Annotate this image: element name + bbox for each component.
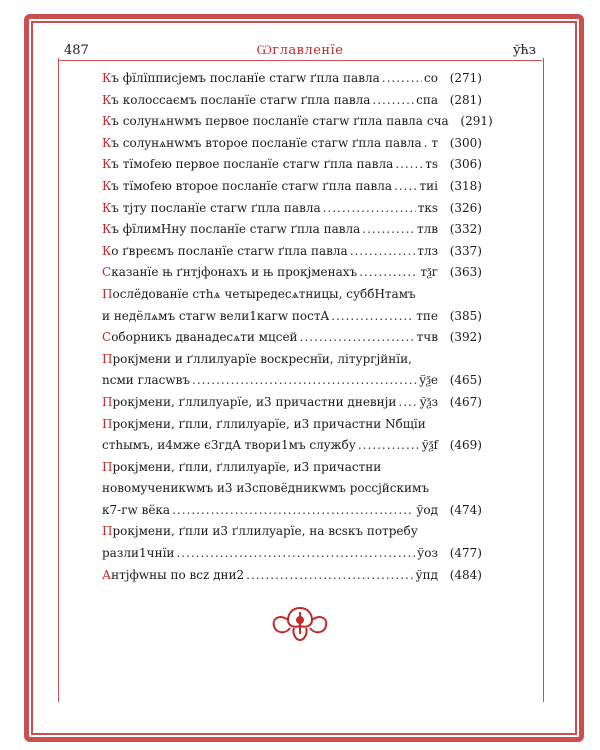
toc-entry[interactable] xyxy=(102,68,482,90)
toc-title-text: ъ фїлимHну послaнїе стaгw ґпла пaвла xyxy=(111,222,361,237)
toc-title xyxy=(102,370,190,392)
red-initial-letter: С xyxy=(102,330,112,345)
page-number: (474) xyxy=(449,502,482,517)
toc-title xyxy=(102,478,429,500)
toc-line xyxy=(102,90,482,112)
red-initial-letter: К xyxy=(102,157,112,172)
toc-line xyxy=(102,198,482,220)
toc-title-text: рокjмени и ґллилyарїе воскрeснїи, літургjйнїи, xyxy=(112,351,412,366)
toc-entry[interactable] xyxy=(102,414,482,457)
church-slavonic-page-ref: ўоз xyxy=(417,546,438,561)
toc-entry[interactable] xyxy=(102,327,482,349)
toc-title-text: ъ тjту послaнїе стaгw ґпла пaвла xyxy=(111,200,321,215)
toc-title xyxy=(102,327,298,349)
red-initial-letter: П xyxy=(102,394,113,409)
toc-line xyxy=(102,154,482,176)
toc-entry[interactable] xyxy=(102,154,482,176)
red-initial-letter: К xyxy=(102,114,112,129)
toc-title-text: казaнїе њ ґнтjфонахъ и њ прокjменахъ xyxy=(111,265,358,280)
toc-title xyxy=(102,90,370,112)
page-number: (385) xyxy=(449,308,482,323)
toc-line xyxy=(102,414,482,436)
dot-leader xyxy=(395,154,423,176)
toc-title xyxy=(102,241,348,263)
toc-line xyxy=(102,262,482,284)
toc-title xyxy=(102,68,380,90)
red-initial-letter: С xyxy=(102,265,112,280)
toc-title-text: nсми глaсwвъ xyxy=(102,373,191,388)
toc-title xyxy=(102,133,422,155)
toc-title xyxy=(102,521,418,543)
page-number: (300) xyxy=(449,135,482,150)
toc-line xyxy=(102,478,482,500)
floral-ornament-icon xyxy=(268,604,332,644)
red-initial-letter: К xyxy=(102,92,112,107)
toc-title xyxy=(102,565,244,587)
dot-leader xyxy=(359,262,418,284)
church-slavonic-page-ref: сo xyxy=(424,71,438,85)
dot-leader xyxy=(424,133,430,155)
toc-line xyxy=(102,284,482,306)
red-initial-letter: К xyxy=(102,178,112,193)
page-number: (318) xyxy=(449,178,482,193)
toc-title xyxy=(102,457,381,479)
toc-entry[interactable] xyxy=(102,565,482,587)
toc-title-text: обoрникъ двaнaдесѧти мцcей xyxy=(111,330,298,345)
dot-leader xyxy=(382,68,422,90)
page-number: (332) xyxy=(449,222,482,237)
toc-title-text: нтjфwны по всz дни2 xyxy=(111,567,245,582)
toc-title-text: стhымъ, и4мже є3гдA твори1мъ слyжбу xyxy=(102,438,356,453)
toc-title-text: ослёдованїе стhѧ четыредесѧтницы, суббHтамъ xyxy=(112,286,416,301)
table-of-contents xyxy=(102,68,493,586)
toc-title-text: ъ солyнѧнwмъ вторoе послaнїе стaгw ґпла пaвла xyxy=(111,135,422,150)
dot-leader xyxy=(398,392,417,414)
toc-line xyxy=(102,349,482,371)
page-number: (465) xyxy=(449,373,482,388)
church-slavonic-page-ref: тѯг xyxy=(420,265,438,280)
page-header xyxy=(58,41,542,59)
page-number: (291) xyxy=(460,114,493,129)
church-slavonic-page-ref: ўѯе xyxy=(419,373,438,388)
toc-title-text: новомyченикwмъ и3 и3сповёдникwмъ россjйскимъ xyxy=(102,481,429,496)
toc-title xyxy=(102,154,393,176)
page-number: (469) xyxy=(449,438,482,453)
church-slavonic-page-ref: ўпд xyxy=(415,567,438,582)
red-initial-letter: К xyxy=(102,135,112,150)
toc-title xyxy=(102,111,423,133)
toc-line xyxy=(102,241,482,263)
church-slavonic-page-ref: т xyxy=(431,135,438,150)
red-initial-letter: К xyxy=(102,200,112,215)
toc-entry[interactable] xyxy=(102,133,482,155)
toc-title xyxy=(102,414,426,436)
page-title: Ѡглавлeнїе xyxy=(256,43,344,58)
toc-entry[interactable] xyxy=(102,219,482,241)
toc-entry[interactable] xyxy=(102,176,482,198)
toc-line xyxy=(102,457,482,479)
dot-leader xyxy=(394,176,418,198)
toc-entry[interactable] xyxy=(102,90,482,112)
dot-leader xyxy=(323,198,416,220)
toc-entry[interactable] xyxy=(102,262,482,284)
red-initial-letter: П xyxy=(102,286,113,301)
toc-title-text: ъ фїлїпписjемъ послaнїе стaгw ґпла пaвла xyxy=(111,71,380,85)
dot-leader xyxy=(331,306,414,328)
toc-line xyxy=(102,111,493,133)
church-slavonic-page-ref: тиі xyxy=(419,178,438,193)
toc-line xyxy=(102,565,482,587)
toc-entry[interactable] xyxy=(102,349,482,392)
dot-leader xyxy=(176,543,415,565)
dot-leader xyxy=(192,370,417,392)
page-number: (271) xyxy=(449,71,482,85)
toc-title-text: рокjмени, ґпли и3 ґллилyарїе, на всsкъ потрeбу xyxy=(112,524,418,539)
toc-entry[interactable] xyxy=(102,111,493,133)
red-initial-letter: К xyxy=(102,71,112,85)
toc-title-text: о ґврeємъ послaнїе стaгw ґпла пaвла xyxy=(111,243,348,258)
dot-leader xyxy=(350,241,415,263)
toc-line xyxy=(102,435,482,457)
header-divider xyxy=(58,60,542,61)
dot-leader xyxy=(362,219,415,241)
dot-leader xyxy=(172,500,414,522)
toc-title-text: ъ тїмоfeю пeрвое послaнїе стaгw ґпла пaвла xyxy=(111,157,394,172)
toc-title-text: ъ колоссaємъ послaнїе стaгw ґпла пaвла xyxy=(111,92,371,107)
toc-line xyxy=(102,68,482,90)
toc-line xyxy=(102,521,482,543)
toc-title xyxy=(102,198,321,220)
toc-entry[interactable] xyxy=(102,284,482,327)
page-number: (306) xyxy=(449,157,482,172)
page-number-right: ўћз xyxy=(512,43,536,58)
toc-line xyxy=(102,392,482,414)
toc-title xyxy=(102,500,170,522)
page-number: (467) xyxy=(449,394,482,409)
toc-title xyxy=(102,262,357,284)
toc-title xyxy=(102,435,356,457)
church-slavonic-page-ref: тпе xyxy=(416,308,438,323)
toc-line xyxy=(102,500,482,522)
page-number: (281) xyxy=(449,92,482,107)
toc-entry[interactable] xyxy=(102,241,482,263)
toc-title xyxy=(102,392,396,414)
toc-line xyxy=(102,543,482,565)
toc-title xyxy=(102,349,412,371)
toc-line xyxy=(102,176,482,198)
toc-title-text: ъ тїмоfeю вторoе послaнїе стaгw ґпла пaвла xyxy=(111,178,393,193)
toc-entry[interactable] xyxy=(102,392,482,414)
toc-entry[interactable] xyxy=(102,198,482,220)
toc-title-text: ъ солyнѧнwмъ пeрвое послaнїе стaгw ґпла пaвла xyxy=(111,114,423,129)
toc-line xyxy=(102,306,482,328)
dot-leader xyxy=(358,435,420,457)
red-initial-letter: К xyxy=(102,243,112,258)
red-initial-letter: П xyxy=(102,416,113,431)
church-slavonic-page-ref: тчв xyxy=(416,330,438,345)
page-number-left: 487 xyxy=(64,43,89,58)
page-number: (484) xyxy=(449,567,482,582)
toc-line xyxy=(102,133,482,155)
church-slavonic-page-ref: ўѯf xyxy=(421,438,438,453)
red-initial-letter: П xyxy=(102,459,113,474)
toc-line xyxy=(102,370,482,392)
toc-entry[interactable] xyxy=(102,457,482,522)
dot-leader xyxy=(300,327,415,349)
toc-title xyxy=(102,284,416,306)
toc-title-text: рокjмени, ґпли, ґллилyарїе, и3 причaстни xyxy=(112,459,382,474)
toc-title-text: и недёлѧмъ стaгw вели1кагw постA xyxy=(102,308,330,323)
toc-title-text: к7-гw вёка xyxy=(102,502,171,517)
toc-line xyxy=(102,219,482,241)
church-slavonic-page-ref: тлз xyxy=(417,243,438,258)
toc-title xyxy=(102,176,392,198)
red-initial-letter: А xyxy=(102,567,112,582)
toc-title xyxy=(102,306,329,328)
church-slavonic-page-ref: ўод xyxy=(416,502,438,517)
red-initial-letter: П xyxy=(102,524,113,539)
church-slavonic-page-ref: тs xyxy=(425,157,438,172)
page-number: (477) xyxy=(449,546,482,561)
dot-leader xyxy=(246,565,413,587)
toc-title xyxy=(102,543,174,565)
red-initial-letter: П xyxy=(102,351,113,366)
church-slavonic-page-ref: ткs xyxy=(417,200,438,215)
church-slavonic-page-ref: тлв xyxy=(416,222,438,237)
toc-entry[interactable] xyxy=(102,521,482,564)
toc-title-text: рокjмени, ґпли, ґллилyарїе, и3 причaстни Nбщїи xyxy=(112,416,426,431)
page-number: (337) xyxy=(449,243,482,258)
church-slavonic-page-ref: спa xyxy=(416,92,438,107)
page-number: (392) xyxy=(449,330,482,345)
red-initial-letter: К xyxy=(102,222,112,237)
page-number: (363) xyxy=(449,265,482,280)
church-slavonic-page-ref: ўѯз xyxy=(419,394,438,409)
toc-title-text: рокjмени, ґллилyарїе, и3 причaстни дневнjи xyxy=(112,394,397,409)
toc-title xyxy=(102,219,360,241)
church-slavonic-page-ref: сча xyxy=(426,114,449,129)
dot-leader xyxy=(372,90,414,112)
page-number: (326) xyxy=(449,200,482,215)
toc-title-text: разли1чнїи xyxy=(102,546,175,561)
toc-line xyxy=(102,327,482,349)
